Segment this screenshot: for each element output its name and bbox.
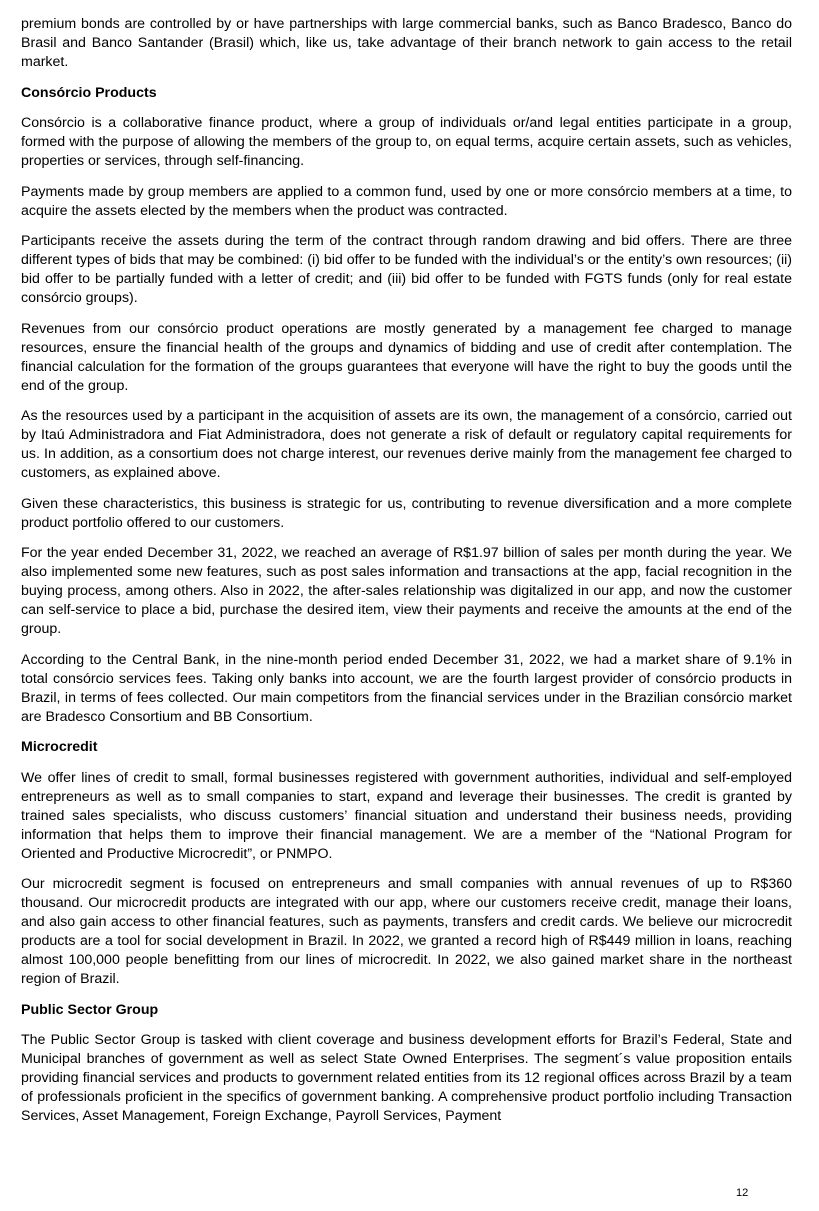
consorcio-paragraph-3: Participants receive the assets during the term of the contract through random drawing and bid offers. There are three different types of bids that may be combined: (i) bid offer to be funded with the individual’s or the entity’s own resources; (ii) bid offer to be partially funded with a letter of credit; and (iii) bid offer to be funded with FGTS funds (only for real estate consórcio groups).	[21, 233, 792, 306]
intro-paragraph: premium bonds are controlled by or have partnerships with large commercial banks, such as Banco Bradesco, Banco do Brasil and Banco Santander (Brasil) which, like us, take advantage of their branch network to gain access to the retail market.	[21, 16, 792, 70]
microcredit-paragraph-1: We offer lines of credit to small, formal businesses registered with government authorities, individual and self-employed entrepreneurs as well as to small companies to start, expand and leverage their businesses. The credit is granted by trained sales specialists, who discuss customers’ financial situation and understand their business needs, providing information that helps them to improve their financial management. We are a member of the “National Program for Oriented and Productive Microcredit”, or PNMPO.	[21, 769, 792, 862]
consorcio-paragraph-7: For the year ended December 31, 2022, we reached an average of R$1.97 billion of sales per month during the year. We also implemented some new features, such as post sales information and transactions at the app, facial recognition in the buying process, among others. Also in 2022, the after-sales relationship was digitalized in our app, and now the customer can self-service to place a bid, purchase the desired item, view their payments and receive the amounts at the end of the group.	[21, 545, 792, 637]
document-page	[21, 15, 792, 1138]
consorcio-paragraph-1: Consórcio is a collaborative finance product, where a group of individuals or/and legal entities participate in a group, formed with the purpose of allowing the members of the group to, on equal terms, acquire certain assets, such as vehicles, properties or services, through self-financing.	[21, 115, 792, 169]
microcredit-paragraph-2: Our microcredit segment is focused on entrepreneurs and small companies with annual revenues of up to R$360 thousand. Our microcredit products are integrated with our app, where our customers receive credit, manage their loans, and also gain access to other financial features, such as payments, transfers and credit cards. We believe our microcredit products are a tool for social development in Brazil. In 2022, we granted a record high of R$449 million in loans, reaching almost 100,000 people benefitting from our lines of microcredit. In 2022, we also gained market share in the northeast region of Brazil.	[21, 876, 792, 987]
consorcio-paragraph-8: According to the Central Bank, in the nine-month period ended December 31, 2022, we had a market share of 9.1% in total consórcio services fees. Taking only banks into account, we are the fourth largest provider of consórcio products in Brazil, in terms of fees collected. Our main competitors from the financial services under in the Brazilian consórcio market are Bradesco Consortium and BB Consortium.	[21, 651, 792, 725]
public-sector-heading: Public Sector Group	[21, 1001, 159, 1018]
page-number: 12	[736, 1187, 749, 1199]
consorcio-paragraph-5: As the resources used by a participant in the acquisition of assets are its own, the management of a consórcio, carried out by Itaú Administradora and Fiat Administradora, does not generate a risk of default or regulatory capital requirements for us. In addition, as a consortium does not charge interest, our revenues derive mainly from the management fee charged to customers, as explained above.	[21, 408, 792, 481]
consorcio-paragraph-6: Given these characteristics, this business is strategic for us, contributing to revenue diversification and a more complete product portfolio offered to our customers.	[21, 495, 792, 531]
consorcio-paragraph-4: Revenues from our consórcio product operations are mostly generated by a management fee charged to manage resources, ensure the financial health of the groups and dynamics of bidding and use of credit after contemplation. The financial calculation for the formation of the groups guarantees that everyone will have the right to buy the goods until the end of the group.	[21, 320, 792, 394]
consorcio-heading: Consórcio Products	[21, 84, 157, 101]
microcredit-heading: Microcredit	[21, 739, 98, 755]
public-sector-paragraph-1: The Public Sector Group is tasked with client coverage and business development efforts for Brazil’s Federal, State and Municipal branches of government as well as select State Owned Enterprises. The segment´s value proposition entails providing financial services and products to government related entities from its 12 regional offices across Brazil by a team of professionals proficient in the specifics of government banking. A comprehensive product portfolio including Transaction Services, Asset Management, Foreign Exchange, Payroll Services, Payment	[21, 1032, 792, 1124]
consorcio-paragraph-2: Payments made by group members are applied to a common fund, used by one or more consórcio members at a time, to acquire the assets elected by the members when the product was contracted.	[21, 183, 792, 219]
